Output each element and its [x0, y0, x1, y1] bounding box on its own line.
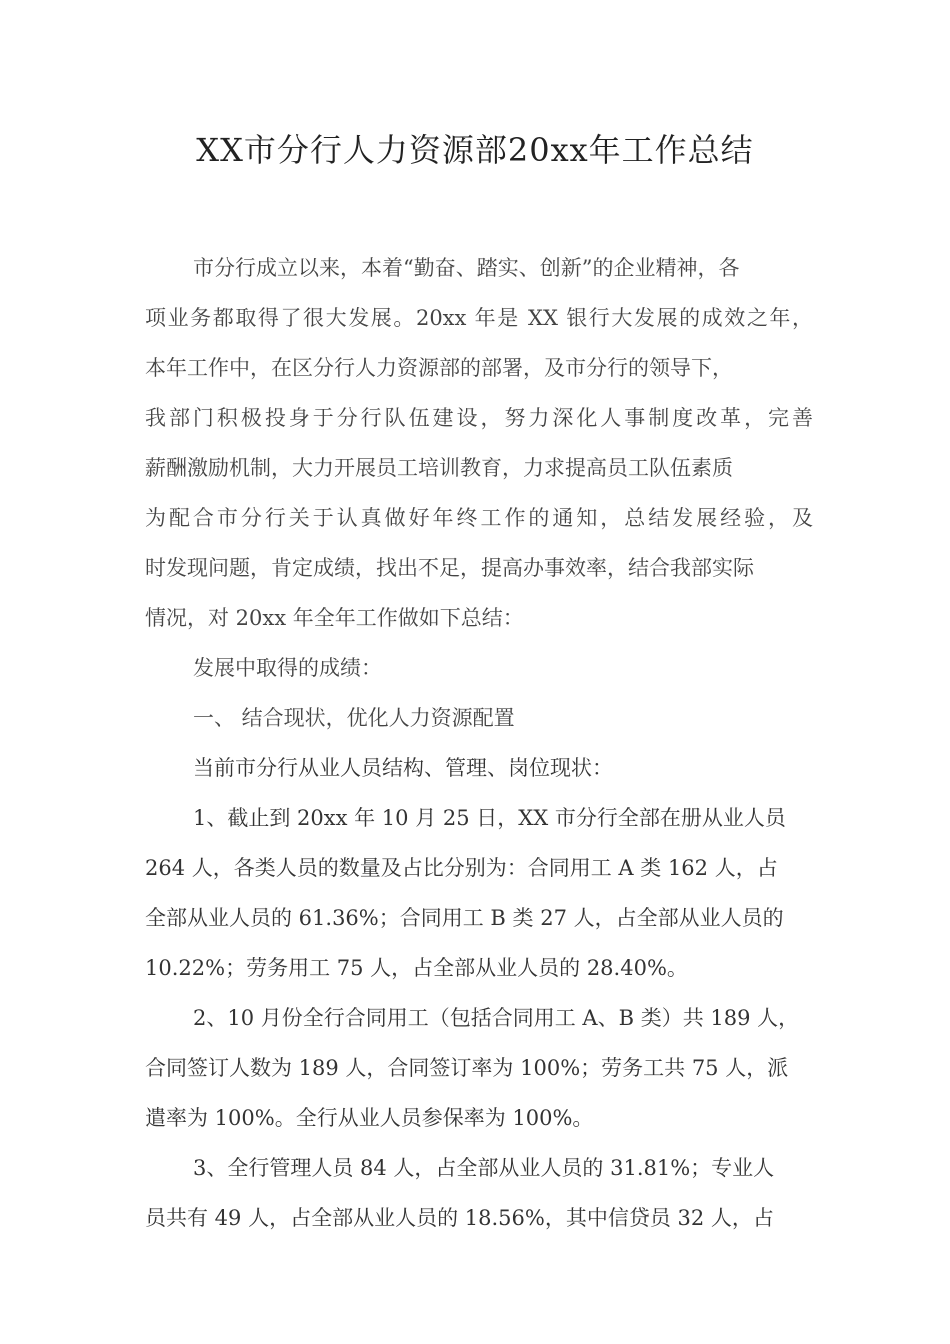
paragraph-line: 员共有 49 人，占全部从业人员的 18.56%，其中信贷员 32 人，占 — [145, 1206, 774, 1230]
paragraph-line: 本年工作中，在区分行人力资源部的部署，及市分行的领导下， — [145, 356, 733, 380]
paragraph-line: 1、截止到 20xx 年 10 月 25 日，XX 市分行全部在册从业人员 — [193, 806, 786, 830]
paragraph-line: 遣率为 100%。全行从业人员参保率为 100%。 — [145, 1106, 594, 1130]
paragraph-line: 10.22%；劳务用工 75 人，占全部从业人员的 28.40%。 — [145, 956, 688, 980]
paragraph-line: 全部从业人员的 61.36%；合同用工 B 类 27 人，占全部从业人员的 — [145, 906, 784, 930]
section-label: 发展中取得的成绩： — [193, 656, 382, 680]
paragraph-line: 我部门积极投身于分行队伍建设，努力深化人事制度改革，完善 — [145, 406, 813, 430]
document-body — [145, 243, 813, 1243]
paragraph-line: 为配合市分行关于认真做好年终工作的通知，总结发展经验，及 — [145, 506, 813, 530]
paragraph-line: 项业务都取得了很大发展。20xx 年是 XX 银行大发展的成效之年， — [145, 306, 813, 330]
paragraph-line: 264 人，各类人员的数量及占比分别为：合同用工 A 类 162 人，占 — [145, 856, 778, 880]
paragraph-line: 合同签订人数为 189 人，合同签订率为 100%；劳务工共 75 人，派 — [145, 1056, 789, 1080]
paragraph-line: 2、10 月份全行合同用工（包括合同用工 A、B 类）共 189 人， — [193, 1006, 800, 1030]
paragraph-line: 3、全行管理人员 84 人，占全部从业人员的 31.81%；专业人 — [193, 1156, 775, 1180]
paragraph-line: 市分行成立以来，本着“勤奋、踏实、创新”的企业精神，各 — [193, 256, 740, 280]
paragraph-line: 当前市分行从业人员结构、管理、岗位现状： — [193, 756, 613, 780]
paragraph-line: 时发现问题，肯定成绩，找出不足，提高办事效率，结合我部实际 — [145, 556, 754, 580]
section-heading: 一、 结合现状，优化人力资源配置 — [193, 706, 515, 730]
document-title: XX市分行人力资源部20xx年工作总结 — [196, 131, 754, 169]
paragraph-line: 薪酬激励机制，大力开展员工培训教育，力求提高员工队伍素质 — [145, 456, 733, 480]
paragraph-line: 情况，对 20xx 年全年工作做如下总结： — [145, 606, 524, 630]
